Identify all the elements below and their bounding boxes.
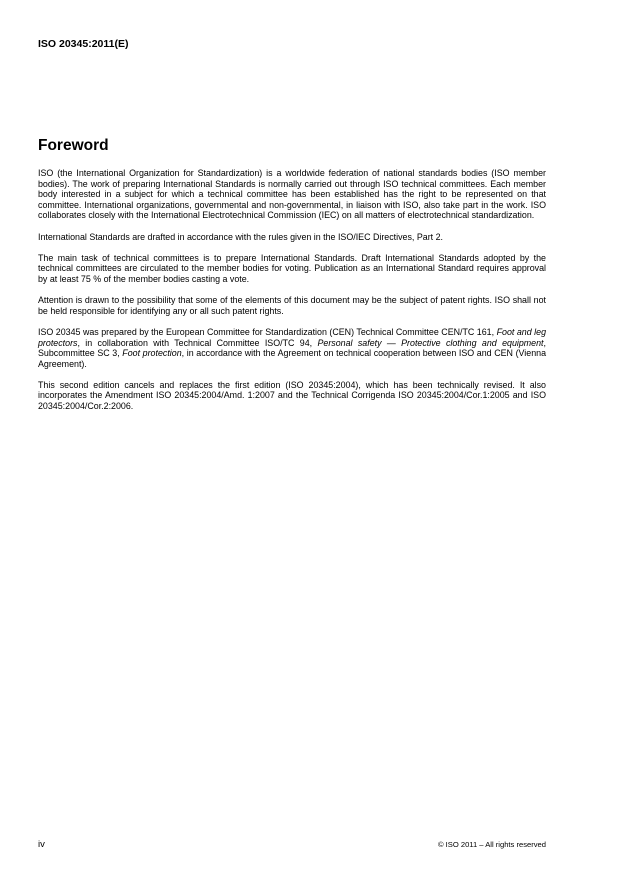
- subcommittee-title-foot-protection: Foot protection: [122, 348, 182, 359]
- prepared-by-text-2: , in collaboration with Technical Committee ISO/TC 94,: [77, 337, 318, 348]
- prepared-by-text-1: ISO 20345 was prepared by the European Committee for Standardization (CEN) Technical Committee CEN/TC 161,: [38, 326, 497, 337]
- committee-title-foot-leg: Foot and leg protectors: [38, 326, 546, 348]
- paragraph-iso-federation: ISO (the International Organization for Standardization) is a worldwide federation of national standards bodies (ISO member bodies). The work of preparing International Standards is normally carried out through ISO technical committees. Each member body interested in a subject for which a technical committee has been established has the right to be represented on that committee. International organizations, governmental and non-governmental, in liaison with ISO, also take part in the work. ISO collaborates closely with the International Electrotechnical Commission (IEC) on all matters of electrotechnical standardization.: [38, 168, 546, 221]
- prepared-by-text-3: , Subcommittee SC 3,: [38, 337, 546, 359]
- document-identifier: ISO 20345:2011(E): [38, 38, 129, 50]
- committee-title-personal-safety: Personal safety — Protective clothing and equipment: [317, 337, 544, 348]
- section-title: Foreword: [38, 137, 109, 154]
- paragraph-prepared-by: [38, 327, 546, 369]
- paragraph-drafting-rules: International Standards are drafted in accordance with the rules given in the ISO/IEC Directives, Part 2.: [38, 231, 444, 242]
- paragraph-patent-rights: Attention is drawn to the possibility that some of the elements of this document may be the subject of patent rights. ISO shall not be held responsible for identifying any or all such patent rights.: [38, 295, 546, 316]
- prepared-by-text-4: , in accordance with the Agreement on technical cooperation between ISO and CEN (Vienna Agreement).: [38, 348, 547, 369]
- page-number: iv: [38, 839, 45, 850]
- paragraph-edition-history: This second edition cancels and replaces the first edition (ISO 20345:2004), which has been technically revised. It also incorporates the Amendment ISO 20345:2004/Amd. 1:2007 and the Technical Corrigenda ISO 20345:2004/Cor.1:2005 and ISO 20345:2004/Cor.2:2006.: [38, 379, 546, 412]
- copyright-notice: © ISO 2011 – All rights reserved: [437, 840, 546, 849]
- paragraph-committee-task: The main task of technical committees is to prepare International Standards. Draft International Standards adopted by the technical committees are circulated to the member bodies for voting. Publication as an International Standard requires approval by at least 75 % of the member bodies casting a vote.: [38, 252, 546, 284]
- foreword-body: [38, 168, 546, 422]
